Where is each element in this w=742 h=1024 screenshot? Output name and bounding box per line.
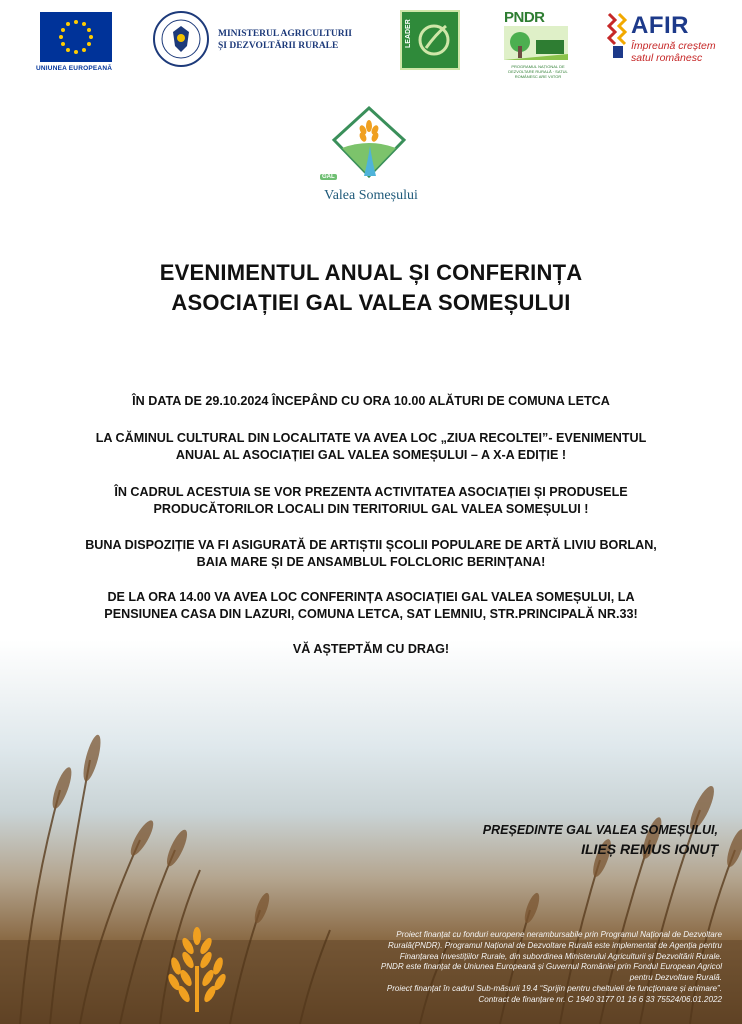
paragraph-activities-line1: ÎN CADRUL ACESTUIA SE VOR PREZENTA ACTIVITATEA ASOCIAȚIEI ȘI PRODUSELE xyxy=(114,485,628,499)
signature-role: PREȘEDINTE GAL VALEA SOMEȘULUI, xyxy=(482,823,718,837)
footer-line5: pentru Dezvoltare Rurală. xyxy=(629,973,722,983)
afir-slogan xyxy=(631,40,741,64)
partner-logos-row xyxy=(0,10,742,80)
afir-slogan-line2: satul românesc xyxy=(631,52,703,64)
afir-title: AFIR xyxy=(631,12,689,39)
paragraph-event xyxy=(40,430,702,464)
gal-small-label: GAL xyxy=(322,174,335,180)
pndr-title: PNDR xyxy=(504,9,545,26)
leader-logo-icon xyxy=(400,10,460,70)
paragraph-activities xyxy=(40,484,702,518)
wheat-river-logo-icon xyxy=(324,104,414,184)
paragraph-closing xyxy=(40,641,702,658)
ministry-line2: ȘI DEZVOLTĂRII RURALE xyxy=(218,41,339,51)
page-title xyxy=(0,258,742,318)
paragraph-date xyxy=(40,393,702,410)
footer-line4: PNDR este finanțat de Uniunea Europeană și Guvernul României prin Fondul European Agricol xyxy=(380,962,722,972)
wheat-emblem-icon xyxy=(158,926,236,1014)
ministry-name xyxy=(218,28,378,52)
afir-logo-icon xyxy=(607,12,629,60)
afir-slogan-line1: Împreună creștem xyxy=(631,40,716,52)
leader-label: LEADER xyxy=(405,19,412,48)
signature-name: ILIEȘ REMUS IONUȚ xyxy=(581,841,718,857)
paragraph-conference-line1: DE LA ORA 14.00 VA AVEA LOC CONFERINȚA ASOCIAȚIEI GAL VALEA SOMEȘULUI, LA xyxy=(107,590,635,604)
footer-line6: Proiect finanțat în cadrul Sub-măsurii 19.4 “Sprijin pentru cheltuieli de funcționare și animare”. xyxy=(386,983,722,993)
footer-line7: Contract de finanțare nr. C 1940 3177 01 16 6 33 75524/06.01.2022 xyxy=(478,994,722,1004)
gal-name: Valea Someșului xyxy=(324,188,418,203)
paragraph-conference xyxy=(40,589,702,623)
signature-block xyxy=(483,822,718,859)
paragraph-activities-line2: PRODUCĂTORILOR LOCALI DIN TERITORIUL GAL VALEA SOMEȘULUI ! xyxy=(153,502,589,516)
paragraph-entertainment-line1: BUNA DISPOZIȚIE VA FI ASIGURATĂ DE ARTIȘTII ȘCOLII POPULARE DE ARTĂ LIVIU BORLAN, xyxy=(85,538,657,552)
footer-line3: Finanțarea Investițiilor Rurale, din subordinea Ministerului Agriculturii și Dezvoltării Rurale. xyxy=(399,951,722,961)
ministry-line1: MINISTERUL AGRICULTURII xyxy=(218,29,353,39)
paragraph-entertainment-line2: BAIA MARE ȘI DE ANSAMBLUL FOLCLORIC BERINȚANA! xyxy=(196,555,546,569)
eu-flag-icon xyxy=(40,12,112,62)
title-line1: EVENIMENTUL ANUAL ȘI CONFERINȚA xyxy=(159,260,583,285)
title-line2: ASOCIAȚIEI GAL VALEA SOMEȘULUI xyxy=(171,290,571,315)
paragraph-date-line: ÎN DATA DE 29.10.2024 ÎNCEPÂND CU ORA 10.00 ALĂTURI DE COMUNA LETCA xyxy=(132,394,610,408)
paragraph-event-line1: LA CĂMINUL CULTURAL DIN LOCALITATE VA AVEA LOC „ZIUA RECOLTEI”- EVENIMENTUL xyxy=(95,431,647,445)
paragraph-conference-line2: PENSIUNEA CASA DIN LAZURI, COMUNA LETCA, SAT LEMNIU, STR.PRINCIPALĂ NR.33! xyxy=(104,607,638,621)
pndr-caption: PROGRAMUL NAȚIONAL DE DEZVOLTARE RURALĂ · SATUL ROMÂNESC ARE VIITOR xyxy=(508,64,568,79)
paragraph-entertainment xyxy=(40,537,702,571)
footer-line2: Rurală(PNDR). Programul Național de Dezvoltare Rurală este implementat de Agenția pentru xyxy=(388,940,722,950)
funding-footer xyxy=(250,930,722,1006)
eu-caption: UNIUNEA EUROPEANĂ xyxy=(36,65,113,72)
paragraph-closing-line: VĂ AȘTEPTĂM CU DRAG! xyxy=(292,642,450,656)
footer-line1: Proiect finanțat cu fonduri europene nerambursabile prin Programul Național de Dezvoltare xyxy=(396,930,722,939)
paragraph-event-line2: ANUAL AL ASOCIAȚIEI GAL VALEA SOMEȘULUI – A X-A EDIȚIE ! xyxy=(175,448,567,462)
government-seal-icon xyxy=(152,10,210,68)
